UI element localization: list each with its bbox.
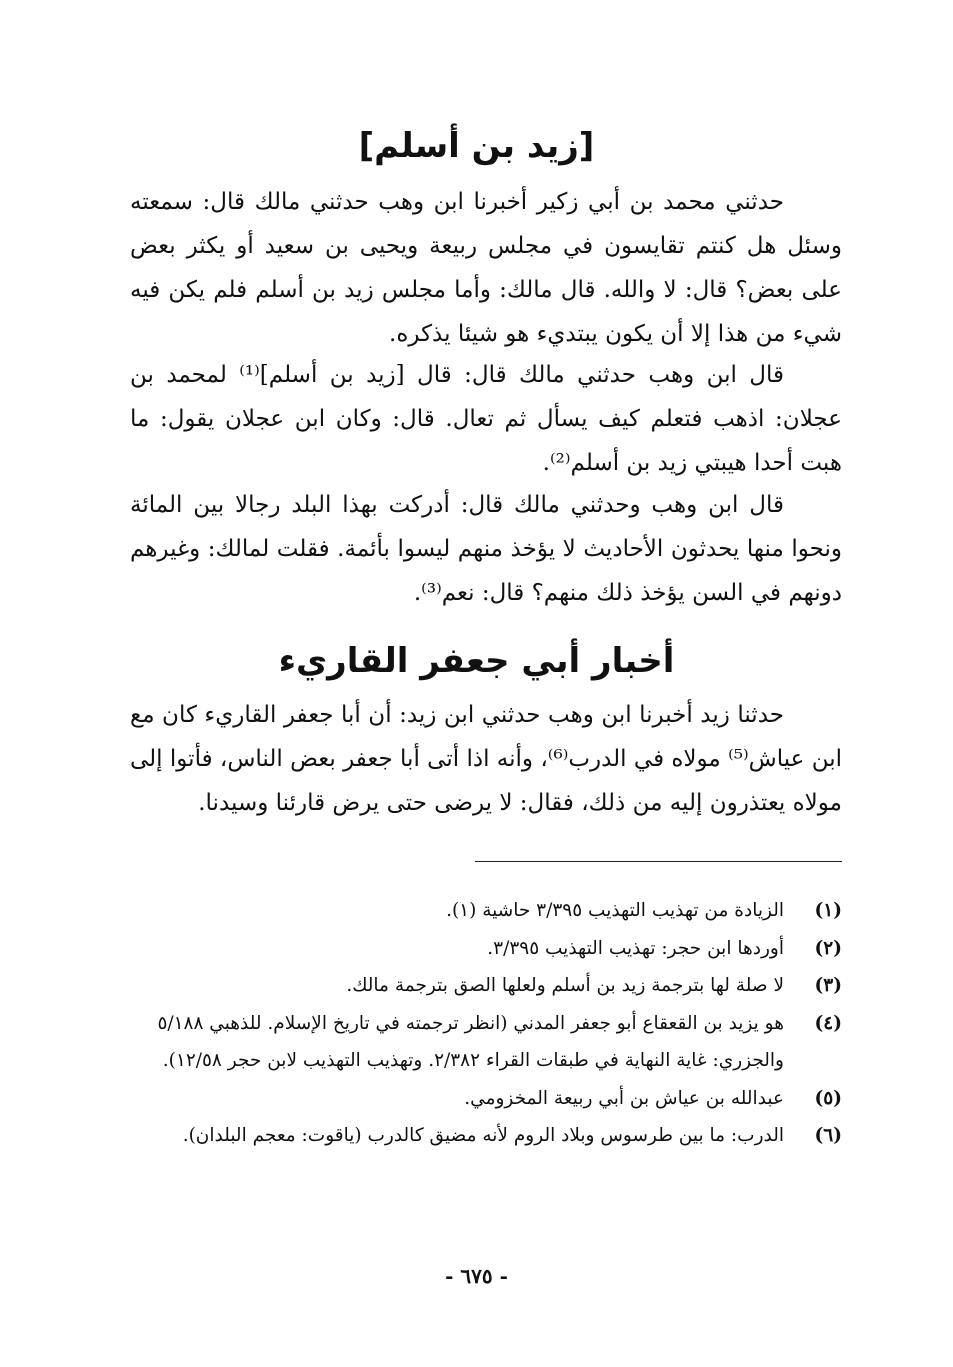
footnote-text: هو يزيد بن القعقاع أبو جعفر المدني (انظر ترجمته في تاريخ الإسلام. للذهبي ٥/١٨٨ والجزري: غاية النهاية في طبقات القراء ٢/٣٨٢. وتهذيب التهذيب لابن حجر ١٢/٥٨). [157,1012,784,1071]
footnote-text: عبدالله بن عياش بن أبي ربيعة المخزومي. [464,1087,784,1109]
footnote-number: (٥) [814,1087,842,1109]
footnote-3 [130,967,842,1005]
footnote-text: الزيادة من تهذيب التهذيب ٣/٣٩٥ حاشية (١). [446,900,784,921]
footnote-4 [130,1005,842,1080]
footnote-text: أوردها ابن حجر: تهذيب التهذيب ٣/٣٩٥. [487,937,784,959]
footnotes-list [130,892,842,1155]
footnote-2 [130,930,842,968]
paragraph-1: حدثني محمد بن أبي زكير أخبرنا ابن وهب حدثني مالك قال: سمعته وسئل هل كنتم تقايسون في مجلس ربيعة ويحيى بن سعيد أو يكثر بعض على بعض؟ قال: لا والله. قال مالك: وأما مجلس زيد بن أسلم فلم يكن فيه شيء من هذا إلا أن يكون يبتديء هو شيئا يذكره. [130,189,842,347]
paragraph-2: قال ابن وهب حدثني مالك قال: قال [زيد بن أسلم]⁽¹⁾ لمحمد بن عجلان: اذهب فتعلم كيف يسأل ثم تعال. قال: وكان ابن عجلان يقول: ما هبت أحدا هيبتي زيد بن أسلم⁽²⁾. [130,362,842,476]
footnote-6 [130,1117,842,1155]
footnote-5 [130,1080,842,1118]
paragraph-4: حدثنا زيد أخبرنا ابن وهب حدثني ابن زيد: أن أبا جعفر القاريء كان مع ابن عياش⁽⁵⁾ مولاه في الدرب⁽⁶⁾، وأنه اذا أتى أبا جعفر بعض الناس، فأتوا إلى مولاه يعتذرون إليه من ذلك، فقال: لا يرضى حتى يرض قارئنا وسيدنا. [130,702,842,816]
footnote-number: (٤) [814,1012,842,1034]
section-title-zayd: [زيد بن أسلم] [358,126,595,166]
footnote-number: (٢) [814,937,842,959]
footnote-1 [130,892,842,930]
paragraph-3: قال ابن وهب وحدثني مالك قال: أدركت بهذا البلد رجالا بين المائة ونحوا منها يحدثون الأحاديث لا يؤخذ منهم ليسوا بأئمة. فقلت لمالك: وغيرهم دونهم في السن يؤخذ ذلك منهم؟ قال: نعم⁽³⁾. [130,492,842,606]
footnote-text: الدرب: ما بين طرسوس وبلاد الروم لأنه مضيق كالدرب (ياقوت: معجم البلدان). [182,1125,784,1146]
footnote-number: (٣) [814,975,842,996]
section-title-abu-jafar: أخبار أبي جعفر القاريء [278,641,675,681]
footnote-number: (٦) [814,1125,842,1146]
footnote-divider [475,861,842,862]
footnote-number: (١) [814,900,842,921]
page-number: - ٦٧٥ - [445,1264,508,1288]
footnote-text: لا صلة لها بترجمة زيد بن أسلم ولعلها الصق بترجمة مالك. [346,975,784,996]
